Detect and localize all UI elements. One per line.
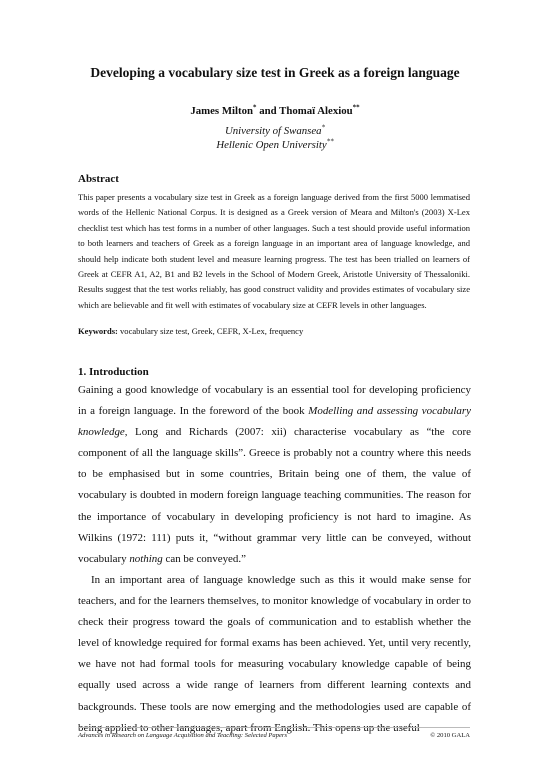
- affiliation-mark: **: [352, 103, 360, 112]
- abstract-heading: Abstract: [78, 173, 119, 185]
- footer-divider: [78, 727, 470, 728]
- paragraph-text: Gaining a good knowledge of vocabulary is an essential tool for developing proficiency in a foreign language. In the foreword of the book: [78, 384, 471, 418]
- keywords-line: [78, 325, 470, 337]
- paragraph-text: can be conveyed.”: [162, 552, 246, 565]
- body-paragraph: In an important area of language knowledge such as this it would make sense for teachers, and for the learners themselves, to monitor knowledge of vocabulary in order to check their progress toward the goals of communication and to establish whether the level of knowledge required for formal exams has been achieved. Yet, until very recently, we have not had formal tools for measuring vocabulary knowledge capable of being equally used across a wide range of learners from different learning contexts and backgrounds. These tools are now emerging and the methodologies used are capable of being applied to other languages, apart from English. This opens up the useful: [78, 574, 471, 734]
- affiliation: [40, 138, 510, 152]
- paper-title: Developing a vocabulary size test in Greek as a foreign language: [90, 65, 460, 80]
- abstract-text: This paper presents a vocabulary size test in Greek as a foreign language derived from the first 5000 lemmatised words of the Hellenic National Corpus. It is designed as a Greek version of Meara and Milton's (2003) X-Lex checklist test which has test forms in a number of other languages. Such a test should provide useful information to both learners and teachers of Greek as a foreign language in an important area of language knowledge, and should help indicate both student level and measure learning progress. The test has been trialled on learners of Greek at CEFR A1, A2, B1 and B2 levels in the School of Modern Greek, Aristotle University of Thessaloniki. Results suggest that the test works reliably, has good construct validity and provides estimates of vocabulary size which are believable and fit well with estimates of vocabulary size at CEFR levels in other languages.: [78, 192, 470, 310]
- keywords-label: Keywords:: [78, 326, 118, 336]
- footer-journal: Advances in Research on Language Acquisition and Teaching: Selected Papers: [78, 732, 288, 739]
- affiliation-mark: **: [326, 137, 334, 146]
- affiliation-name: University of Swansea: [224, 125, 322, 137]
- footer-copyright: © 2010 GALA: [430, 732, 470, 739]
- affiliation: [40, 124, 510, 138]
- affiliation-mark: *: [253, 103, 257, 112]
- book-title: Modelling and assessing vocabulary knowledge: [78, 405, 471, 439]
- paragraph-text: , Long and Richards (2007: xii) characterise vocabulary as “the core component of all the language skills”. Greece is probably not a country where this needs to be emphasised but in some countries, Britain being one of them, the value of vocabulary is doubted in modern foreign language teaching communities. The reason for the importance of vocabulary in developing proficiency is not hard to imagine. As Wilkins (1972: 111) puts it, “without grammar very little can be conveyed, without vocabulary: [78, 426, 471, 565]
- keywords-list: vocabulary size test, Greek, CEFR, X-Lex, frequency: [117, 326, 304, 336]
- author-name: Thomaï Alexiou: [279, 105, 353, 117]
- author-name: James Milton: [190, 105, 254, 117]
- author-line: [40, 104, 510, 118]
- body-paragraph: [78, 380, 471, 570]
- emphasis-word: nothing: [129, 552, 163, 565]
- author-conjunction: and: [256, 105, 280, 117]
- affiliation-name: Hellenic Open University: [216, 139, 327, 151]
- section-heading: 1. Introduction: [78, 366, 149, 378]
- affiliation-mark: *: [321, 123, 326, 132]
